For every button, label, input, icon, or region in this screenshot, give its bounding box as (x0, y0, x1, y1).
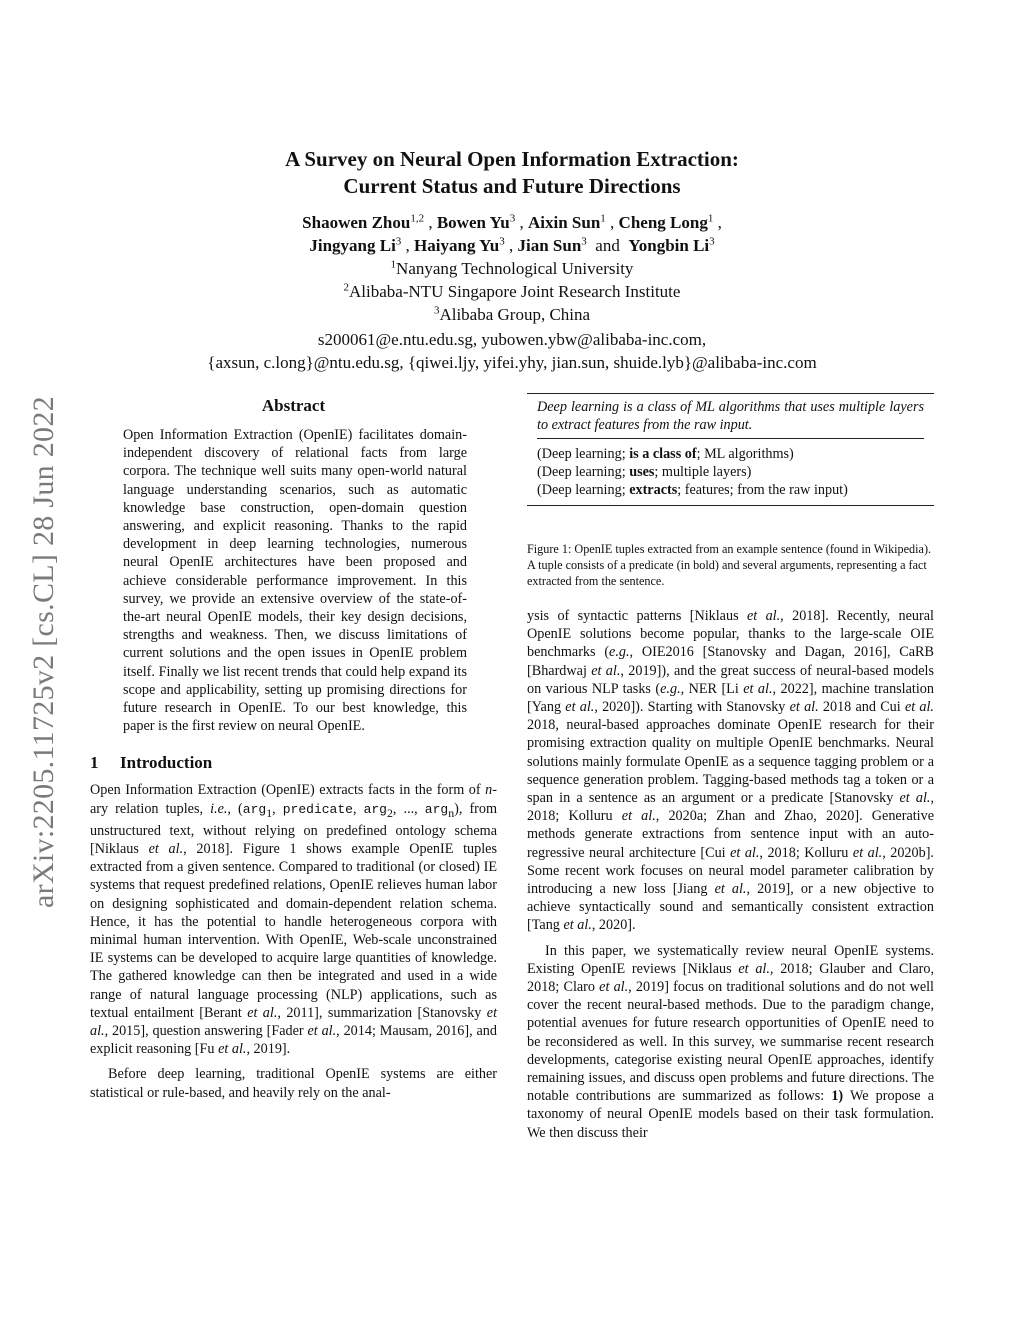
email-line-2: {axsun, c.long}@ntu.edu.sg, {qiwei.ljy, yifei.yhy, jian.sun, shuide.lyb}@alibaba-inc.com (207, 353, 817, 372)
author-affiliation-mark: 1 (600, 212, 606, 225)
section-number: 1 (90, 753, 99, 773)
author-name: Jian Sun (517, 236, 582, 255)
section-heading-introduction (90, 753, 497, 773)
author-emails (0, 328, 1024, 374)
author-name: Bowen Yu (436, 213, 510, 232)
abstract-heading: Abstract (261, 396, 326, 415)
author-affiliation-mark: 1,2 (410, 212, 425, 225)
affiliation-text: Alibaba Group, China (439, 305, 591, 324)
figure-1-caption: Figure 1: OpenIE tuples extracted from an example sentence (found in Wikipedia). A tuple consists of a predicate (in bold) and several arguments, representing a fact extracted from the sentence. (527, 542, 932, 588)
affiliation-number: 2 (343, 281, 350, 294)
author-name: Aixin Sun (528, 213, 601, 232)
author-name: Shaowen Zhou (302, 213, 411, 232)
figure-example-sentence: Deep learning is a class of ML algorithms that uses multiple layers to extract features from the raw input. (537, 398, 924, 439)
affiliation-1 (0, 257, 1024, 280)
author-affiliation-mark: 3 (581, 235, 587, 248)
left-column (90, 396, 497, 1102)
right-paragraph-1: ysis of syntactic patterns [Niklaus et al., 2018]. Recently, neural OpenIE solutions become popular, thanks to the large-scale OIE benchmarks (e.g., OIE2016 [Stanovsky and Dagan, 2016], CaRB [Bhardwaj et al., 2019]), and the great success of neural-based models on various NLP tasks (e.g., NER [Li et al., 2022], machine translation [Yang et al., 2020]). Starting with Stanovsky et al. 2018 and Cui et al. 2018, neural-based approaches dominate OpenIE research for their promising extraction quality on multiple OpenIE benchmarks. Neural solutions mainly formulate OpenIE as a sequence tagging problem or a sequence generation problem. Tagging-based methods tag a token or a span in a sentence as an argument or a predicate [Stanovsky et al., 2018; Kolluru et al., 2020a; Zhan and Zhao, 2020]. Generative methods generate extractions from sentence input with an auto-regressive neural architecture [Cui et al., 2018; Kolluru et al., 2020b]. Some recent work focuses on neural model parameter calibration by introducing a new loss [Jiang et al., 2019], or a new objective to achieve syntactically sound and semantically consistent extraction [Tang et al., 2020]. (527, 608, 935, 934)
affiliation-text: Nanyang Technological University (396, 259, 634, 278)
paper-header (0, 146, 1024, 374)
section-title-text: Introduction (120, 753, 213, 773)
author-name: Cheng Long (618, 213, 708, 232)
author-line-2: Jingyang Li$^3$ , Haiyang Yu$^3$ , Jian Sun$^3$ and Yongbin Li$^3$ (309, 235, 715, 255)
author-affiliation-mark: 3 (509, 212, 516, 225)
right-column-body (527, 607, 934, 1142)
title-line-1: A Survey on Neural Open Information Extraction: (285, 147, 739, 171)
intro-paragraph-1: Open Information Extraction (OpenIE) extracts facts in the form of n-ary relation tuples, i.e., (arg$_1$, predicate, arg$_2$, ..., arg$_n$), from unstructured text, without relying on predefined ontology schema [Niklaus et al., 2018]. Figure 1 shows example OpenIE tuples extracted from a given sentence. Compared to traditional (or closed) IE systems that request predefined relations, OpenIE relieves human labor on designing sophisticated and domain-dependent relation schema. Hence, it has the potential to handle heterogeneous corpora with minimal human intervention. With OpenIE, Web-scale unconstrained IE systems can be developed to acquire large quantities of knowledge. The gathered knowledge can then be integrated and used in a wide range of natural language processing (NLP) applications, such as textual entailment [Berant et al., 2011], summarization [Stanovsky et al., 2015], question answering [Fader et al., 2014; Mausam, 2016], and explicit reasoning [Fu et al., 2019]. (90, 782, 498, 1058)
and-word: and (595, 236, 620, 255)
affiliation-number: 3 (433, 304, 440, 317)
intro-paragraph-2: Before deep learning, traditional OpenIE systems are either statistical or rule-based, and heavily rely on the anal- (90, 1066, 497, 1101)
author-affiliation-mark: 3 (395, 235, 402, 248)
author-affiliation-mark: 3 (499, 235, 505, 248)
email-line-1: s200061@e.ntu.edu.sg, yubowen.ybw@alibaba-inc.com, (317, 330, 707, 349)
paper-title (0, 146, 1024, 200)
affiliation-text: Alibaba-NTU Singapore Joint Research Institute (349, 282, 681, 301)
figure-tuple-list (537, 439, 924, 499)
affiliation-2 (0, 280, 1024, 303)
author-name: Haiyang Yu (414, 236, 500, 255)
author-name: Yongbin Li (628, 236, 710, 255)
author-list (0, 211, 1024, 257)
figure-1-box (527, 393, 934, 506)
author-affiliation-mark: 3 (709, 235, 715, 248)
author-affiliation-mark: 1 (707, 212, 714, 225)
figure-tuple: (Deep learning; is a class of; ML algorithms) (537, 446, 794, 462)
author-line-1: Shaowen Zhou$^{1,2}$ , Bowen Yu$^3$ , Aixin Sun$^1$ , Cheng Long$^1$ , (302, 212, 722, 232)
title-line-2: Current Status and Future Directions (343, 174, 681, 198)
affiliation-number: 1 (390, 258, 397, 271)
figure-tuple: (Deep learning; extracts; features; from the raw input) (537, 482, 848, 498)
arxiv-identifier-stamp: arXiv:2205.11725v2 [cs.CL] 28 Jun 2022 (27, 396, 60, 908)
author-name: Jingyang Li (309, 236, 396, 255)
right-column (527, 393, 934, 1142)
right-paragraph-2: In this paper, we systematically review neural OpenIE systems. Existing OpenIE reviews [Niklaus et al., 2018; Glauber and Claro, 2018; Claro et al., 2019] focus on traditional solutions and do not well cover the recent neural-based methods. Due to the paradigm change, potential avenues for future research opportunities of OpenIE need to be reconsidered as well. In this survey, we summarise recent research developments, categorise existing neural OpenIE approaches, identify remaining issues, and discuss open problems and future directions. The notable contributions are summarized as follows: 1) We propose a taxonomy of neural OpenIE models based on their task formulation. We then discuss their (527, 942, 935, 1141)
figure-tuple: (Deep learning; uses; multiple layers) (537, 464, 752, 480)
affiliation-3 (0, 303, 1024, 326)
abstract-text: Open Information Extraction (OpenIE) facilitates domain-independent discovery of relational facts from large corpora. The technique well suits many open-world natural language understanding scenarios, such as automatic knowledge base construction, open-domain question answering, and explicit reasoning. Thanks to the rapid development in deep learning technologies, numerous neural OpenIE architectures have been proposed and achieve considerable performance improvement. In this survey, we provide an extensive overview of the state-of-the-art neural OpenIE models, their key design decisions, strengths and weakness. Then, we discuss limitations of current solutions and the open issues in OpenIE problem itself. Finally we list recent trends that could help expand its scope and applicability, setting up promising directions for future research in OpenIE. To our best knowledge, this paper is the first review on neural OpenIE. (123, 427, 467, 735)
